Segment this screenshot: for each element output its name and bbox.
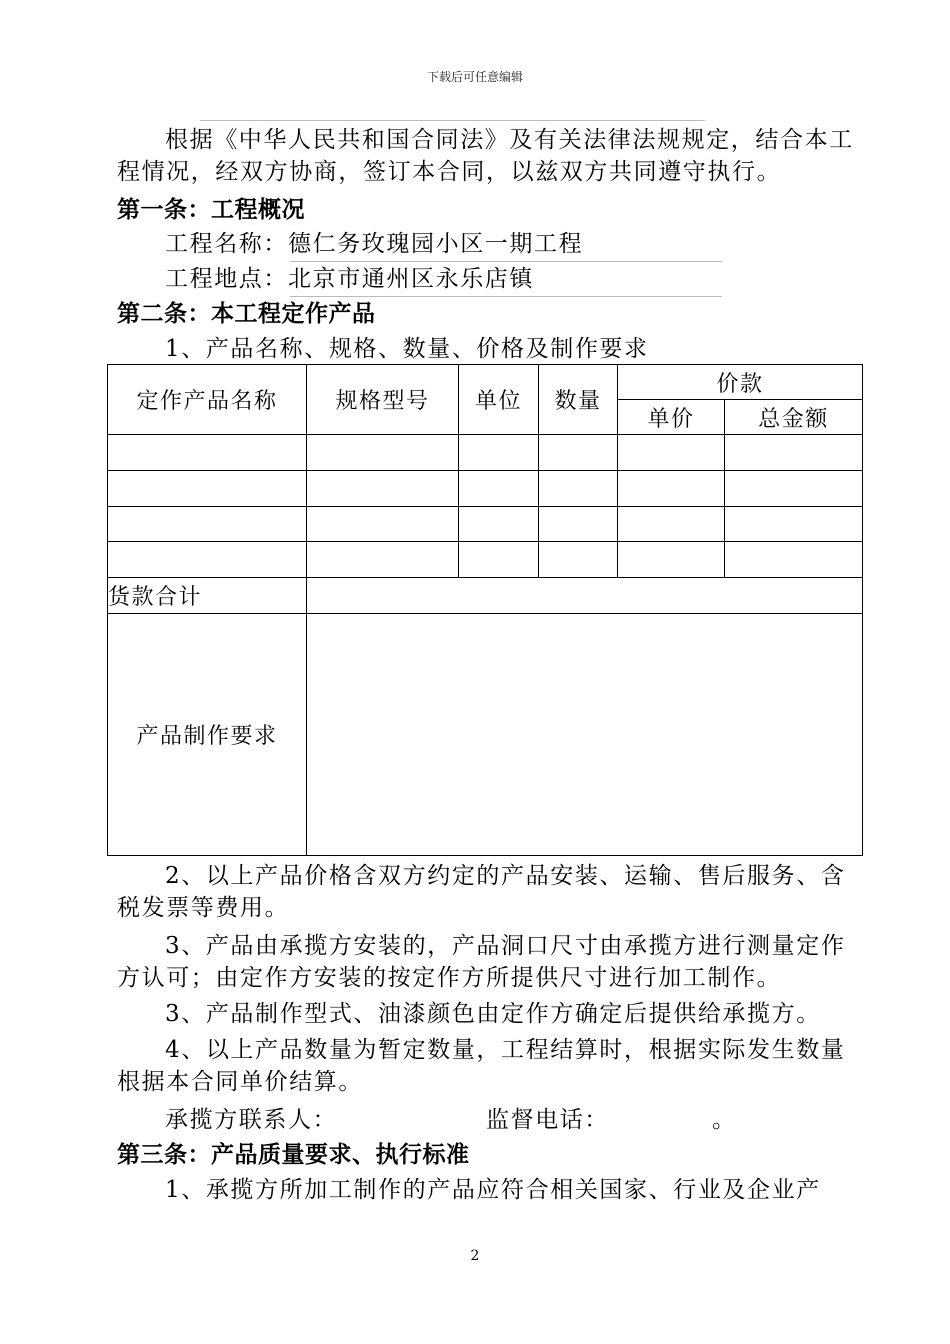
col-header-unit: 单位 bbox=[459, 365, 539, 435]
project-location: 工程地点：北京市通州区永乐店镇 bbox=[165, 266, 534, 292]
total-value-cell bbox=[307, 578, 863, 614]
project-name: 工程名称：德仁务玫瑰园小区一期工程 bbox=[165, 231, 584, 257]
article2-item1: 1、产品名称、规格、数量、价格及制作要求 bbox=[165, 336, 649, 362]
table-row bbox=[108, 507, 863, 542]
requirements-value-cell bbox=[307, 614, 863, 856]
article2-item4: 4、以上产品数量为暂定数量，工程结算时，根据实际发生数量根据本合同单价结算。 bbox=[117, 1037, 846, 1095]
page-header: 下载后可任意编辑 bbox=[426, 70, 523, 84]
article1-title: 第一条：工程概况 bbox=[117, 196, 305, 223]
col-header-unit-price: 单价 bbox=[618, 400, 725, 435]
col-header-product-name: 定作产品名称 bbox=[108, 365, 307, 435]
phone-end: 。 bbox=[712, 1107, 737, 1133]
phone-label: 监督电话： bbox=[486, 1107, 609, 1133]
requirements-label: 产品制作要求 bbox=[108, 614, 307, 856]
col-header-price: 价款 bbox=[618, 365, 863, 400]
col-header-total-amount: 总金额 bbox=[725, 400, 863, 435]
table-row bbox=[108, 542, 863, 578]
header-rule bbox=[200, 120, 705, 121]
article2-item3b: 3、产品制作型式、油漆颜色由定作方确定后提供给承揽方。 bbox=[165, 1001, 821, 1027]
project-name-underline bbox=[290, 261, 722, 262]
intro-paragraph: 根据《中华人民共和国合同法》及有关法律法规规定，结合本工程情况，经双方协商，签订本合同，以兹双方共同遵守执行。 bbox=[117, 127, 854, 185]
product-table bbox=[107, 364, 863, 856]
page-number: 2 bbox=[470, 1248, 480, 1264]
article3-title: 第三条：产品质量要求、执行标准 bbox=[117, 1141, 470, 1168]
table-row bbox=[108, 471, 863, 507]
article2-title: 第二条：本工程定作产品 bbox=[117, 300, 376, 327]
article2-item3a: 3、产品由承揽方安装的，产品洞口尺寸由承揽方进行测量定作方认可；由定作方安装的按定作方所提供尺寸进行加工制作。 bbox=[117, 933, 846, 991]
col-header-quantity: 数量 bbox=[539, 365, 618, 435]
contact-label: 承揽方联系人： bbox=[165, 1107, 338, 1133]
table-row bbox=[108, 435, 863, 471]
project-location-underline bbox=[290, 296, 722, 297]
total-label: 货款合计 bbox=[108, 578, 307, 614]
article2-item2: 2、以上产品价格含双方约定的产品安装、运输、售后服务、含税发票等费用。 bbox=[117, 863, 846, 921]
article3-item1: 1、承揽方所加工制作的产品应符合相关国家、行业及企业产 bbox=[165, 1177, 821, 1203]
col-header-spec: 规格型号 bbox=[307, 365, 459, 435]
